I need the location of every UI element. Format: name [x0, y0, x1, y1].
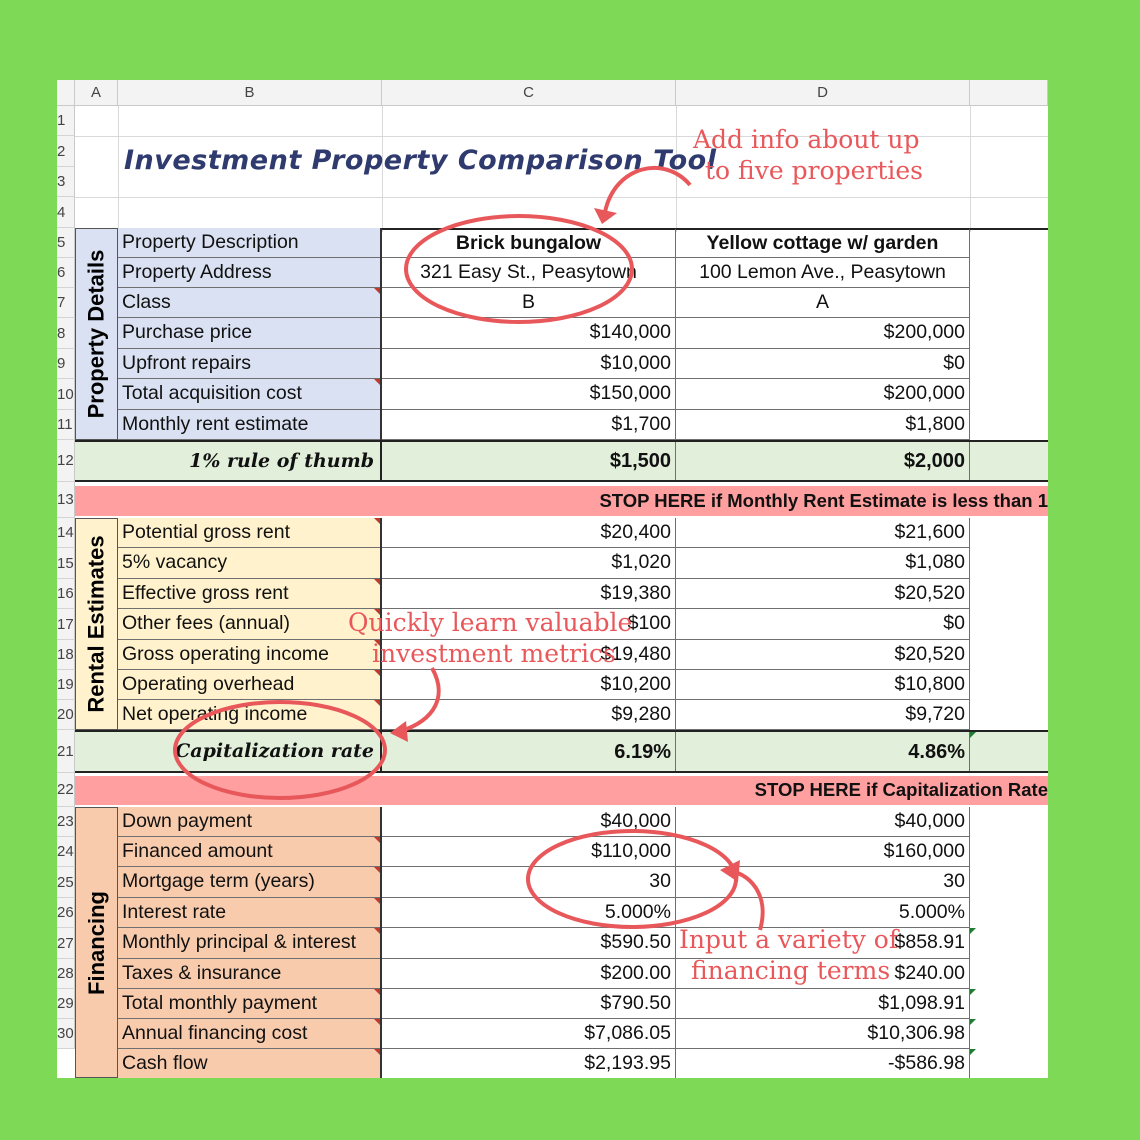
- row-header[interactable]: 22: [57, 773, 75, 807]
- label-total-monthly-payment: Total monthly payment: [118, 989, 380, 1019]
- label-property-description: Property Description: [118, 228, 380, 258]
- label-net-operating-income: Net operating income: [118, 700, 380, 730]
- cell-d-financed-amount[interactable]: $160,000: [676, 837, 970, 867]
- cell-d-class[interactable]: A: [676, 288, 970, 318]
- label-other-fees: Other fees (annual): [118, 609, 380, 640]
- arrow-to-property: [605, 168, 690, 212]
- page-title: Investment Property Comparison Tool: [124, 145, 717, 176]
- cell-c-potential-gross-rent[interactable]: $20,400: [382, 518, 676, 548]
- section-label: Financing: [83, 890, 109, 995]
- cell-d-description[interactable]: Yellow cottage w/ garden: [676, 228, 970, 258]
- cell-c-address[interactable]: 321 Easy St., Peasytown: [382, 258, 676, 288]
- cell-c-vacancy[interactable]: $1,020: [382, 548, 676, 579]
- row-header[interactable]: 18: [57, 640, 75, 670]
- cell-c-gross-operating-income[interactable]: $19,480: [382, 640, 676, 670]
- annotation-line: Add info about up: [693, 125, 920, 154]
- row-header[interactable]: 26: [57, 898, 75, 928]
- row-header[interactable]: 17: [57, 609, 75, 640]
- cell-c-capitalization-rate[interactable]: 6.19%: [382, 732, 676, 771]
- row-header[interactable]: 30: [57, 1019, 75, 1049]
- label-capitalization-rate: Capitalization rate: [118, 732, 382, 771]
- annotation-learn-metrics: [348, 607, 632, 669]
- section-label: Rental Estimates: [83, 535, 109, 713]
- cell-c-operating-overhead[interactable]: $10,200: [382, 670, 676, 700]
- cell-d-monthly-principal-interest[interactable]: $858.91: [676, 928, 970, 959]
- annotation-line: Quickly learn valuable: [348, 608, 633, 637]
- row-header[interactable]: 10: [57, 379, 75, 410]
- label-potential-gross-rent: Potential gross rent: [118, 518, 380, 548]
- cell-d-total-monthly-payment[interactable]: $1,098.91: [676, 989, 970, 1019]
- label-monthly-principal-interest: Monthly principal & interest: [118, 928, 380, 959]
- row-header[interactable]: 25: [57, 867, 75, 898]
- label-property-address: Property Address: [118, 258, 380, 288]
- cell-c-class[interactable]: B: [382, 288, 676, 318]
- cell-d-monthly-rent[interactable]: $1,800: [676, 410, 970, 440]
- row-header[interactable]: 4: [57, 197, 75, 228]
- label-total-acquisition: Total acquisition cost: [118, 379, 380, 410]
- column-header-b[interactable]: B: [118, 80, 382, 106]
- annotation-line: Input a variety of: [679, 925, 899, 954]
- label-cash-flow: Cash flow: [122, 1051, 208, 1074]
- arrow-to-financing: [725, 870, 763, 930]
- cell-c-rule-of-thumb[interactable]: $1,500: [382, 442, 676, 480]
- cell-c-mortgage-term[interactable]: 30: [382, 867, 676, 898]
- cell-d-taxes-insurance[interactable]: $240.00: [676, 959, 970, 989]
- cell-d-total-acquisition[interactable]: $200,000: [676, 379, 970, 410]
- cell-c-taxes-insurance[interactable]: $200.00: [382, 959, 676, 989]
- row-header[interactable]: 16: [57, 579, 75, 609]
- annotation-add-info: [693, 124, 923, 186]
- label-effective-gross-rent: Effective gross rent: [118, 579, 380, 609]
- row-header[interactable]: 14: [57, 518, 75, 548]
- arrowhead-icon: [390, 721, 408, 742]
- cell-d-cash-flow[interactable]: -$586.98: [676, 1049, 970, 1078]
- cell-d-other-fees[interactable]: $0: [676, 609, 970, 640]
- annotation-line: investment metrics: [372, 639, 616, 668]
- arrow-to-cap-rate: [393, 668, 439, 733]
- column-header-c[interactable]: C: [382, 80, 676, 106]
- cell-d-annual-financing-cost[interactable]: $10,306.98: [676, 1019, 970, 1049]
- row-header[interactable]: 24: [57, 837, 75, 867]
- cell-d-interest-rate[interactable]: 5.000%: [676, 898, 970, 928]
- label-interest-rate: Interest rate: [118, 898, 380, 928]
- row-header[interactable]: 23: [57, 807, 75, 837]
- label-class: Class: [118, 288, 380, 318]
- cell-c-financed-amount[interactable]: $110,000: [382, 837, 676, 867]
- cell-d-gross-operating-income[interactable]: $20,520: [676, 640, 970, 670]
- cell-d-net-operating-income[interactable]: $9,720: [676, 700, 970, 730]
- highlight-circle-cap-rate: [175, 702, 385, 798]
- highlight-circle-property: [406, 216, 632, 322]
- cell-c-total-acquisition[interactable]: $150,000: [382, 379, 676, 410]
- cell-d-address[interactable]: 100 Lemon Ave., Peasytown: [676, 258, 970, 288]
- cell-c-other-fees[interactable]: $100: [382, 609, 676, 640]
- cell-c-upfront-repairs[interactable]: $10,000: [382, 349, 676, 379]
- cell-d-mortgage-term[interactable]: 30: [676, 867, 970, 898]
- cell-c-purchase-price[interactable]: $140,000: [382, 318, 676, 349]
- row-header[interactable]: 7: [57, 288, 75, 318]
- highlight-circle-financing: [528, 831, 736, 927]
- cell-c-annual-financing-cost[interactable]: $7,086.05: [382, 1019, 676, 1049]
- row-header[interactable]: 27: [57, 928, 75, 959]
- cell-d-vacancy[interactable]: $1,080: [676, 548, 970, 579]
- cell-c-down-payment[interactable]: $40,000: [382, 807, 676, 837]
- cell-d-rule-of-thumb[interactable]: $2,000: [676, 442, 970, 480]
- stop-banner-rent: STOP HERE if Monthly Rent Estimate is less than 1: [75, 486, 1048, 516]
- row-header[interactable]: 29: [57, 989, 75, 1019]
- row-header[interactable]: 13: [57, 482, 75, 518]
- section-label: Property Details: [83, 249, 109, 419]
- cell-c-monthly-rent[interactable]: $1,700: [382, 410, 676, 440]
- row-header[interactable]: 5: [57, 228, 75, 258]
- label-gross-operating-income: Gross operating income: [118, 640, 380, 670]
- row-header[interactable]: 11: [57, 410, 75, 440]
- row-header[interactable]: 2: [57, 136, 75, 167]
- row-header[interactable]: 3: [57, 167, 75, 197]
- label-down-payment: Down payment: [118, 807, 380, 837]
- label-vacancy: 5% vacancy: [118, 548, 380, 579]
- label-operating-overhead: Operating overhead: [118, 670, 380, 700]
- label-mortgage-term: Mortgage term (years): [118, 867, 380, 898]
- cell-c-cash-flow[interactable]: $2,193.95: [382, 1049, 676, 1078]
- cell-c-description[interactable]: Brick bungalow: [382, 228, 676, 258]
- cell-d-down-payment[interactable]: $40,000: [676, 807, 970, 837]
- row-header[interactable]: 12: [57, 440, 75, 482]
- column-header-a[interactable]: A: [75, 80, 118, 106]
- row-header[interactable]: 19: [57, 670, 75, 700]
- annotation-financing-terms: [679, 924, 898, 986]
- cell-d-effective-gross-rent[interactable]: $20,520: [676, 579, 970, 609]
- annotation-line: financing terms: [691, 956, 891, 985]
- row-header[interactable]: 28: [57, 959, 75, 989]
- label-taxes-insurance: Taxes & insurance: [118, 959, 380, 989]
- cell-d-operating-overhead[interactable]: $10,800: [676, 670, 970, 700]
- label-monthly-rent: Monthly rent estimate: [118, 410, 380, 440]
- row-header[interactable]: 1: [57, 106, 75, 136]
- column-header-d[interactable]: D: [676, 80, 970, 106]
- cell-c-net-operating-income[interactable]: $9,280: [382, 700, 676, 730]
- cell-c-effective-gross-rent[interactable]: $19,380: [382, 579, 676, 609]
- stop-banner-cap-rate: STOP HERE if Capitalization Rate: [75, 776, 1048, 805]
- cell-c-total-monthly-payment[interactable]: $790.50: [382, 989, 676, 1019]
- cell-d-capitalization-rate[interactable]: 4.86%: [676, 732, 970, 771]
- row-header[interactable]: 8: [57, 318, 75, 349]
- label-annual-financing-cost: Annual financing cost: [118, 1019, 380, 1049]
- cell-d-potential-gross-rent[interactable]: $21,600: [676, 518, 970, 548]
- label-purchase-price: Purchase price: [118, 318, 380, 349]
- cell-c-monthly-principal-interest[interactable]: $590.50: [382, 928, 676, 959]
- row-header[interactable]: 9: [57, 349, 75, 379]
- cell-d-purchase-price[interactable]: $200,000: [676, 318, 970, 349]
- cell-c-interest-rate[interactable]: 5.000%: [382, 898, 676, 928]
- label-upfront-repairs: Upfront repairs: [118, 349, 380, 379]
- cell-d-upfront-repairs[interactable]: $0: [676, 349, 970, 379]
- row-header[interactable]: 15: [57, 548, 75, 579]
- row-header[interactable]: 6: [57, 258, 75, 288]
- annotation-line: to five properties: [705, 156, 924, 185]
- row-header[interactable]: 20: [57, 700, 75, 730]
- label-financed-amount: Financed amount: [118, 837, 380, 867]
- row-header[interactable]: 21: [57, 730, 75, 773]
- label-rule-of-thumb: 1% rule of thumb: [118, 442, 382, 480]
